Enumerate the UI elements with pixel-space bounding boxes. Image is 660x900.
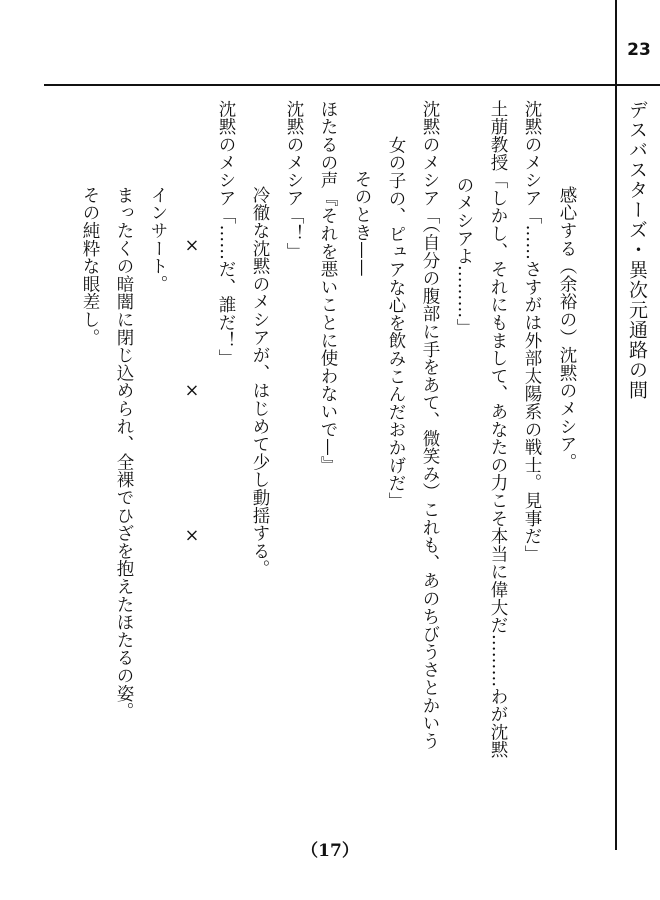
header-rule xyxy=(44,84,660,86)
script-line: 土萠教授「しかし、それにもまして、あなたの力こそ本当に偉大だ………わが沈黙 xyxy=(488,100,508,759)
margin-rule xyxy=(615,0,617,850)
script-line: 感心する（余裕の）沈黙のメシア。 xyxy=(557,186,577,471)
script-line: そのとき—— xyxy=(352,170,372,277)
script-line: 冷徹な沈黙のメシアが、はじめて少し動揺する。 xyxy=(250,186,270,578)
page-number: 23 xyxy=(627,40,651,60)
page-footer-mark: （17） xyxy=(301,841,359,861)
script-line: 沈黙のメシア「……さすがは外部太陽系の戦士。見事だ」 xyxy=(522,100,542,563)
script-line: まったくの暗闇に閉じ込められ、全裸でひざを抱えたほたるの姿。 xyxy=(114,186,134,720)
script-line: 沈黙のメシア「……だ、誰だ！」 xyxy=(216,100,236,367)
script-line: 沈黙のメシア「！」 xyxy=(284,100,304,261)
page-title: デスバスターズ・異次元通路の間 xyxy=(626,100,648,400)
script-line: 女の子の、ピュアな心を飲みこんだおかげだ」 xyxy=(386,136,406,510)
script-line: インサート。 xyxy=(148,186,168,293)
script-line: のメシアよ………」 xyxy=(454,176,474,337)
script-line: その純粋な眼差し。 xyxy=(80,186,100,347)
script-line: 沈黙のメシア「（自分の腹部に手をあて、微笑み）これも、あのちびうさとかいう xyxy=(420,100,440,750)
separator-marks: × × × xyxy=(182,236,202,547)
script-line: ほたるの声『それを悪いことに使わないで—』 xyxy=(318,100,338,474)
